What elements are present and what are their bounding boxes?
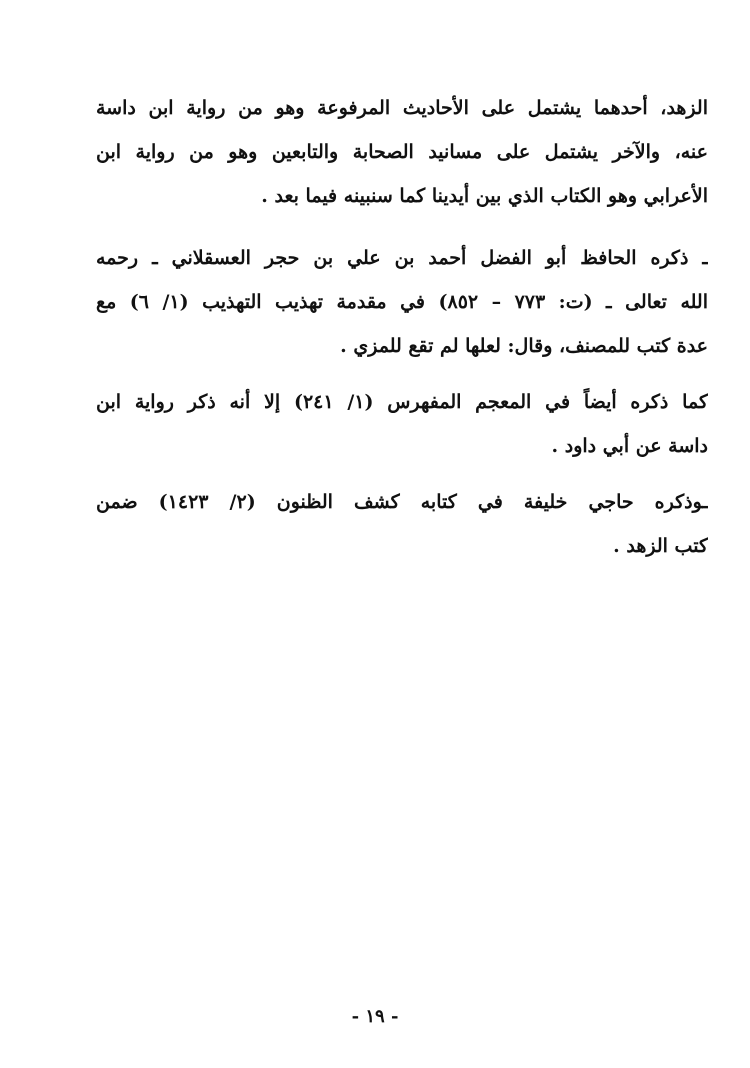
paragraph-line: الزهد، أحدهما يشتمل على الأحاديث المرفوعة وهو من رواية ابن داسة xyxy=(96,97,708,119)
paragraph-1 xyxy=(96,86,708,218)
paragraph-line: داسة عن أبي داود . xyxy=(551,435,708,457)
paragraph-4 xyxy=(96,480,708,568)
paragraph-line: عنه، والآخر يشتمل على مسانيد الصحابة والتابعين وهو من رواية ابن xyxy=(96,141,708,163)
page-number: - ١٩ - xyxy=(351,1006,399,1027)
paragraph-line: ـ ذكره الحافظ أبو الفضل أحمد بن علي بن حجر العسقلاني ـ رحمه xyxy=(96,247,708,269)
paragraph-line: ـوذكره حاجي خليفة في كتابه كشف الظنون (٢/ ١٤٢٣) ضمن xyxy=(96,491,708,513)
paragraph-line: عدة كتب للمصنف، وقال: لعلها لم تقع للمزي . xyxy=(340,335,708,357)
paragraph-line: كما ذكره أيضاً في المعجم المفهرس (١/ ٢٤١) إلا أنه ذكر رواية ابن xyxy=(96,391,708,413)
paragraph-line: كتب الزهد . xyxy=(613,535,708,557)
paragraph-line: الله تعالى ـ (ت: ٧٧٣ – ٨٥٢) في مقدمة تهذيب التهذيب (١/ ٦) مع xyxy=(96,291,708,313)
paragraph-2 xyxy=(96,236,708,368)
paragraph-line: الأعرابي وهو الكتاب الذي بين أيدينا كما سنبينه فيما بعد . xyxy=(261,185,708,207)
paragraph-3 xyxy=(96,380,708,468)
